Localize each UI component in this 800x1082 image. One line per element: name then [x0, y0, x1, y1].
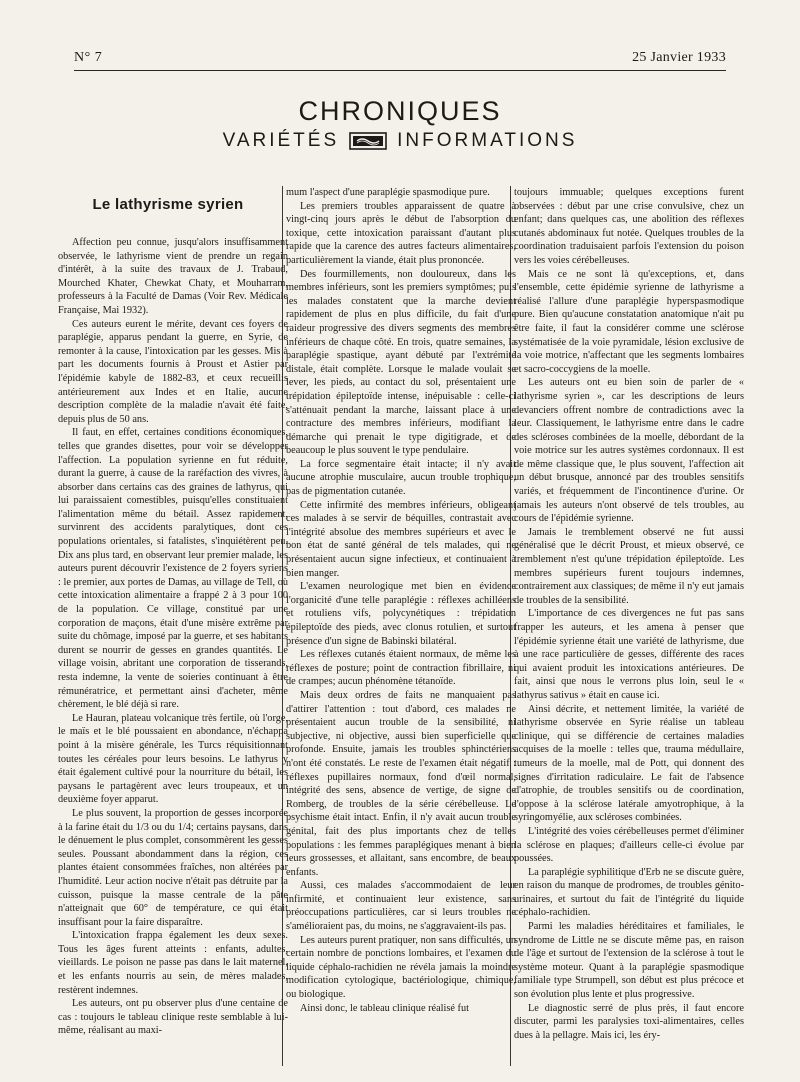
issue-date: 25 Janvier 1933 [632, 50, 726, 65]
paragraph: Cette infirmité des membres inférieurs, obligeant ces malades à se servir de béquilles, contrastait avec l'intégrité absolue des membres supérieurs et avec le bon état de santé général de tels malades, qui ne présentaient aucun signe infectieux, et continuaient à bien manger. [286, 499, 516, 579]
paragraph: Les auteurs purent pratiquer, non sans difficultés, un certain nombre de ponctions lombaires, et l'examen du liquide céphalo-rachidien ne révéla jamais la moindre modification cytologique, bactériologique, chimique, ou biologique. [286, 934, 516, 1001]
paragraph: L'examen neurologique met bien en évidence l'organicité d'une telle paraplégie : réflexes achilléens et rotuliens vifs, polycynétiques : trépidation épileptoïde des pieds, avec clonus rotulien, et surtout présence d'un signe de Babinski bilatéral. [286, 581, 516, 647]
masthead-subtitle [0, 129, 800, 153]
masthead-left: VARIÉTÉS [222, 130, 340, 151]
paragraph: Les réflexes cutanés étaient normaux, de même les réflexes de posture; point de contraction fibrillaire, ni de crampes; aucun phénomène tétanoïde. [286, 649, 516, 688]
masthead [0, 96, 800, 153]
paragraph: Aussi, ces malades s'accommodaient de leur infirmité, et continuaient leur existence, sans préoccupations particulières, car si leurs troubles ne s'amélioraient pas, du moins, ne s'aggravaient-ils pas. [286, 880, 516, 933]
header-rule [74, 70, 726, 71]
column-3 [514, 186, 744, 1042]
paragraph: L'intégrité des voies cérébelleuses permet d'éliminer la sclérose en plaques; d'ailleurs celle-ci évolue par poussées. [514, 825, 744, 865]
paragraph: La paraplégie syphilitique d'Erb ne se discute guère, en raison du manque de prodromes, de troubles génito-urinaires, et surtout du fait de l'intégrité du liquide céphalo-rachidien. [514, 866, 744, 919]
paragraph: Le diagnostic serré de plus près, il faut encore discuter, parmi les paralysies toxi-alimentaires, celles dues à la pellagre. Mais ici, les éry- [514, 1002, 744, 1041]
paragraph: Le Hauran, plateau volcanique très fertile, où l'orge, le maïs et le blé poussaient en abondance, n'échappa point à la misère générale, les Turcs réquisitionnant toutes les céréales pour leurs besoins. Le lathyrus y était également cultivé pour la nourriture du bétail, les paysans le partagèrent avec leurs troupeaux, et un deuxième foyer apparut. [58, 712, 288, 806]
ornament-icon [349, 132, 387, 150]
paragraph: Le plus souvent, la proportion de gesses incorporée à la farine était du 1/3 ou du 1/4; certains paysans, dans le dénuement le plus complet, consommèrent les gesses seules. Poussant abondamment dans la région, ces plantes étaient consommées fraîches, non altérées par l'humidité. Leur action nocive n'était pas détruite par la cuisson, puisque la masse centrale de la pâte n'atteignait que 60° de température, ce qui était insuffisant pour la faire disparaître. [58, 807, 288, 928]
paragraph: Jamais le tremblement observé ne fut aussi généralisé que le décrit Proust, et mieux observé, ce tremblement n'est qu'une trépidation épileptoïde. Les membres supérieurs furent toujours indemnes, contrairement aux classiques; de même il n'y eut jamais de troubles de la sensibilité. [514, 526, 744, 606]
paragraph: toujours immuable; quelques exceptions furent observées : début par une crise convulsive, chez un enfant; dans quelques cas, une abolition des réflexes cutanés abdominaux fut notée. Quelques troubles de la coordination traduisaient parfois l'extension du poison vers les voies cérébelleuses. [514, 187, 744, 266]
paragraph: Parmi les maladies héréditaires et familiales, le syndrome de Little ne se discute même pas, en raison de l'âge et surtout de l'extension de la sclérose à tout le système moteur. Quant à la paraplégie spasmodique familiale type Strumpell, son début est plus précoce et son évolution plus lente et plus progressive. [514, 921, 744, 1001]
paragraph: Il faut, en effet, certaines conditions économiques, telles que grandes disettes, pour voir se développer l'affection. La population syrienne en fut réduite, durant la guerre, à cause de la raréfaction des vivres, à absorber dans certains cas des graines de lathyrus, qui lui paraissaient comestibles, puisqu'elles constituaient l'alimentation même du bétail. Assez rapidement, survinrent des accidents paralytiques, dont ces populations orientales, si fatalistes, s'inquiétèrent peu. Dix ans plus tard, en observant leur premier malade, les auteurs purent découvrir l'existence de 2 foyers syriens : le premier, aux portes de Damas, au village de Tell, où cette intoxication alimentaire a frappé 2 à 3 pour 100 de la population. Ce village, constitué par une corporation de maçons, était d'une misère extrême par suite du chômage, imposé par la guerre, et ses habitants durent se nourrir de gesses en grandes quantités. Le village voisin, abritant une corporation de tisserands, resta indemne, la vente de soieries continuant à être rémunératrice, et permettant ainsi d'acheter, même chèrement, le blé déjà si rare. [58, 427, 288, 711]
paragraph: Ainsi décrite, et nettement limitée, la variété de lathyrisme observée en Syrie réalise un tableau clinique, qui se différencie de certaines maladies acquises de la moelle : telles que, trauma médullaire, tumeurs de la moelle, mal de Pott, qui donnent des signes d'irritation radiculaire. Le fait de l'absence d'atrophie, de troubles sensitifs ou de coordination, l'oppose à la sclérose latérale amyotrophique, à la syringomyélie, aux scléroses combinées. [514, 703, 744, 824]
paragraph: Affection peu connue, jusqu'alors insuffisamment observée, le lathyrisme vient de prendre un regain d'intérêt, à la suite des travaux de J. Trabaud, Mourched Khater, Chewkat Chaty, et Mouharram, professeurs à la Faculté de Damas (Voir Rev. Médicale Française, Mai 1932). [58, 237, 288, 316]
column-2 [286, 186, 516, 1015]
paragraph: La force segmentaire était intacte; il n'y avait aucune atrophie musculaire, aucun trouble trophique, pas de pigmentation cutanée. [286, 458, 516, 498]
paragraph: Mais deux ordres de faits ne manquaient pas d'attirer l'attention : tout d'abord, ces malades ne présentaient aucun trouble de la sensibilité, ni subjective, ni objective, aussi bien superficielle que profonde. Ensuite, jamais les troubles sphinctériens n'ont été constatés. Le reste de l'examen était négatif : réflexes pupillaires normaux, fond d'œil normal, intégrité des sens, absence de vertige, de signe de Romberg, de troubles de la série cérébelleuse. Le psychisme était intact. Enfin, il n'y avait aucun trouble génital, fait des plus importants chez de telles populations : les femmes paraplégiques menant à bien leurs grossesses, et allaitant, sans encombre, de beaux enfants. [286, 689, 516, 878]
issue-number: N° 7 [74, 50, 103, 65]
paragraph: L'importance de ces divergences ne fut pas sans frapper les auteurs, et les amena à penser que l'épidémie syrienne était une variété de lathyrisme, due à une race particulière de gesses, différente des races qui avaient produit les intoxications antérieures. De fait, ainsi que nous le verrons plus loin, seul le « lathyrus sativus » était en cause ici. [514, 608, 744, 701]
column-1 [58, 236, 288, 1038]
paragraph: Les premiers troubles apparaissent de quatre à vingt-cinq jours après le début de l'absorption du toxique, cette intoxication paraissant d'autant plus rapide que la carence des autres facteurs alimentaires, particulièrement la viande, était plus prononcée. [286, 200, 516, 266]
masthead-right: INFORMATIONS [397, 130, 578, 151]
paragraph: Les auteurs ont eu bien soin de parler de « lathyrisme syrien », car les descriptions de leurs devanciers offrent nombre de contradictions avec la leur. Classiquement, le lathyrisme entre dans le cadre des scléroses combinées de la moelle, débordant de la voie motrice sur les autres systèmes cordonnaux. Il est de même classique que, le plus souvent, l'affection ait un début brusque, annoncé par des troubles sensitifs variés, et fréquemment de l'incontinence d'urine. Or jamais les auteurs n'ont observé de tels troubles, au cours de l'épidémie syrienne. [514, 377, 744, 525]
paragraph: mum l'aspect d'une paraplégie spasmodique pure. [286, 187, 490, 198]
paragraph: Mais ce ne sont là qu'exceptions, et, dans l'ensemble, cette épidémie syrienne de lathyrisme a réalisé l'allure d'une paraplégie hyperspasmodique pure. Bien qu'aucune constatation anatomique n'ait pu être faite, il faut la considérer comme une sclérose systématisée de la voie pyramidale, lésion exclusive de la voie motrice, n'affectant que les segments lombaires et sacro-coccygiens de la moelle. [514, 268, 744, 375]
paragraph: Ces auteurs eurent le mérite, devant ces foyers de paraplégie, apparus pendant la guerre, en Syrie, de remonter à la cause, l'intoxication par les gesses. Mis à part les documents fournis à Proust et Astier par l'épidémie kabyle de 1882-83, et ceux recueillis antérieurement aux Indes et en Italie, aucune description complète de la maladie n'avait été faite, depuis plus de 50 ans. [58, 318, 288, 425]
masthead-title: CHRONIQUES [298, 96, 502, 126]
paragraph: Des fourmillements, non douloureux, dans les membres inférieurs, sont les premiers symptômes; puis les malades constatent que la marche devient rapidement de plus en plus difficile, du fait d'une raideur progressive des divers segments des membres inférieurs de chaque côté. En trois, quatre semaines, la paraplégie spastique, ayant débuté par l'extrémité distale, était complète. Lorsque le malade voulait se lever, les pieds, au contact du sol, présentaient une trépidation épileptoïde intense, inépuisable : celle-ci s'atténuait pendant la marche, laissant place à une contracture des membres inférieurs, modifiant la démarche qui prenait le type digitigrade, et de beaucoup le plus souvent le type pendulaire. [286, 268, 516, 457]
paragraph: L'intoxication frappa également les deux sexes. Tous les âges furent atteints : enfants, adultes, vieillards. Le poison ne passe pas dans le lait maternel, et les enfants nourris au sein, de mères malades, restèrent indemnes. [58, 930, 288, 996]
article-title: Le lathyrisme syrien [92, 196, 244, 213]
paragraph: Les auteurs, ont pu observer plus d'une centaine de cas : toujours le tableau clinique reste semblable à lui-même, réalisant au maxi- [58, 998, 288, 1037]
paragraph: Ainsi donc, le tableau clinique réalisé fut [300, 1002, 469, 1014]
